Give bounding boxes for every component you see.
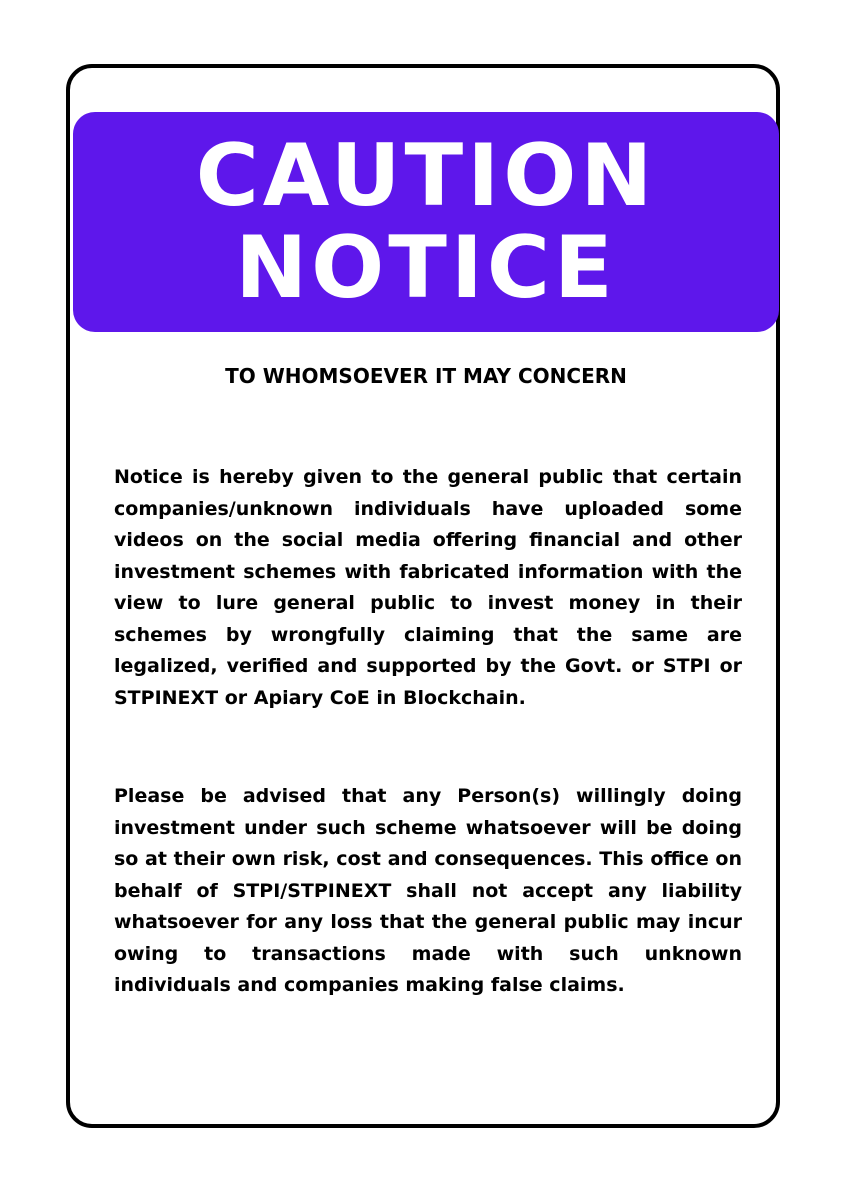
- notice-subheading: TO WHOMSOEVER IT MAY CONCERN: [225, 364, 627, 388]
- banner-title-line-2: NOTICE: [235, 218, 617, 318]
- banner-title-line-1: CAUTION: [195, 126, 657, 226]
- caution-banner: [73, 112, 779, 332]
- notice-paragraph-1: Notice is hereby given to the general public that certain companies/unknown individuals have uploaded some videos on the social media offering financial and other investment schemes with fabricated information with the view to lure general public to invest money in their schemes by wrongfully claiming that the same are legalized, verified and supported by the Govt. or STPI or STPINEXT or Apiary CoE in Blockchain.: [114, 466, 742, 709]
- notice-paragraph-2: Please be advised that any Person(s) willingly doing investment under such scheme whatsoever will be doing so at their own risk, cost and consequences. This office on behalf of STPI/STPINEXT shall not accept any liability whatsoever for any loss that the general public may incur owing to transactions made with such unknown individuals and companies making false claims.: [114, 785, 742, 996]
